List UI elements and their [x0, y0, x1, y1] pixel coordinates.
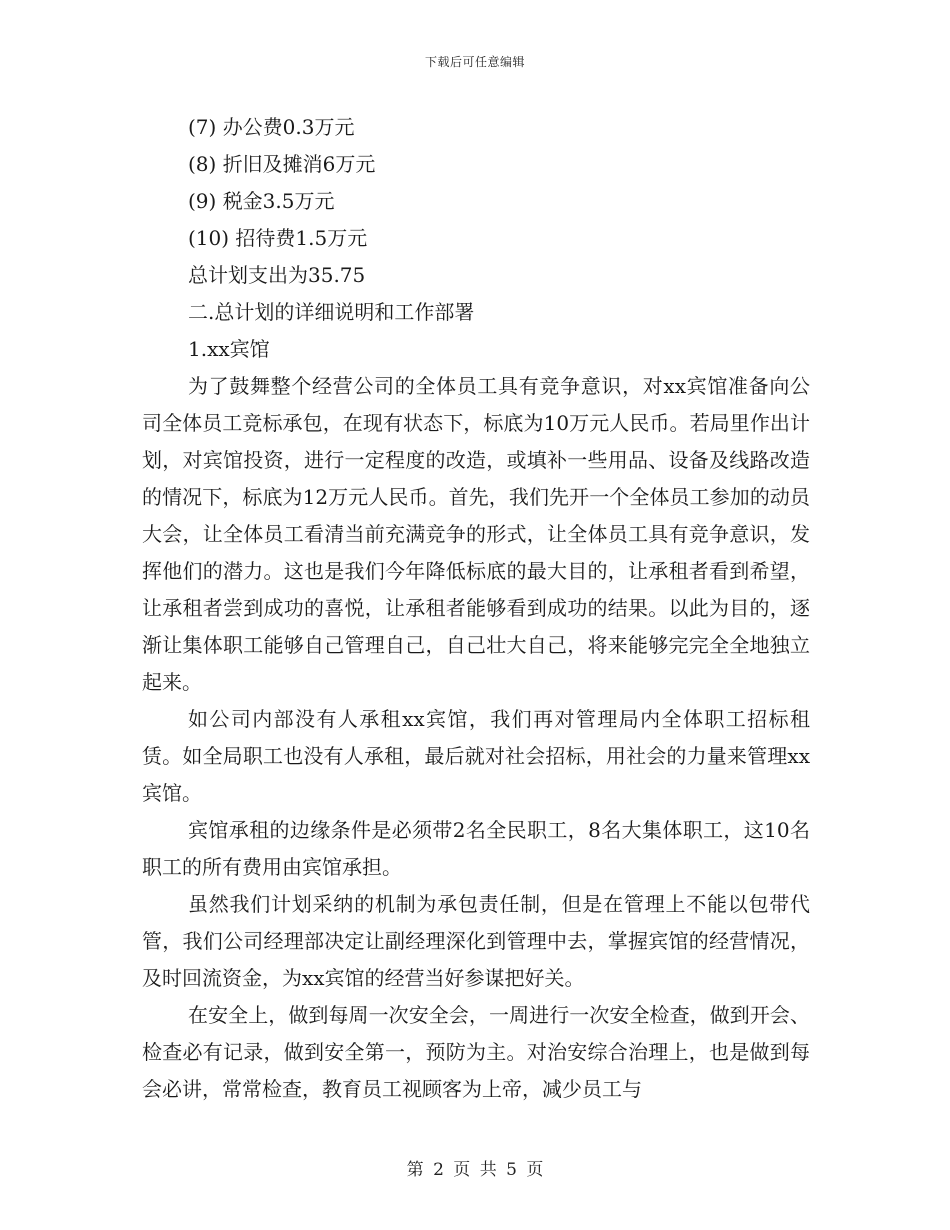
- total-expenditure: 总计划支出为35.75: [188, 263, 366, 287]
- list-item-tax: (9) 税金3.5万元: [188, 189, 335, 213]
- subsection-heading: 1.xx宾馆: [188, 337, 270, 361]
- section-heading: 二.总计划的详细说明和工作部署: [188, 300, 475, 324]
- paragraph-conditions: 宾馆承租的边缘条件是必须带2名全民职工，8名大集体职工，这10名职工的所有费用由宾馆承担。: [142, 818, 810, 879]
- list-item-entertainment: (10) 招待费1.5万元: [188, 226, 368, 250]
- page-footer: 第 2 页 共 5 页: [406, 1160, 544, 1180]
- document-body: [142, 109, 810, 1108]
- paragraph-safety: 在安全上，做到每周一次安全会，一周进行一次安全检查，做到开会、检查必有记录，做到安全第一，预防为主。对治安综合治理上，也是做到每会必讲，常常检查，教育员工视顾客为上帝，减少员工与: [142, 1003, 810, 1101]
- list-item-office-cost: (7) 办公费0.3万元: [188, 115, 355, 139]
- page-header: 下载后可任意编辑: [424, 55, 525, 69]
- list-item-depreciation: (8) 折旧及摊消6万元: [188, 152, 376, 176]
- paragraph-tender: 如公司内部没有人承租xx宾馆，我们再对管理局内全体职工招标租赁。如全局职工也没有人承租，最后就对社会招标，用社会的力量来管理xx宾馆。: [142, 707, 810, 805]
- paragraph-competition: 为了鼓舞整个经营公司的全体员工具有竞争意识，对xx宾馆准备向公司全体员工竞标承包，在现有状态下，标底为10万元人民币。若局里作出计划，对宾馆投资，进行一定程度的改造，或填补一些用品、设备及线路改造的情况下，标底为12万元人民币。首先，我们先开一个全体员工参加的动员大会，让全体员工看清当前充满竞争的形式，让全体员工具有竞争意识，发挥他们的潜力。这也是我们今年降低标底的最大目的，让承租者看到希望，让承租者尝到成功的喜悦，让承租者能够看到成功的结果。以此为目的，逐渐让集体职工能够自己管理自己，自己壮大自己，将来能够完完全全地独立起来。: [142, 374, 810, 694]
- paragraph-management: 虽然我们计划采纳的机制为承包责任制，但是在管理上不能以包带代管，我们公司经理部决定让副经理深化到管理中去，掌握宾馆的经营情况，及时回流资金，为xx宾馆的经营当好参谋把好关。: [142, 892, 810, 990]
